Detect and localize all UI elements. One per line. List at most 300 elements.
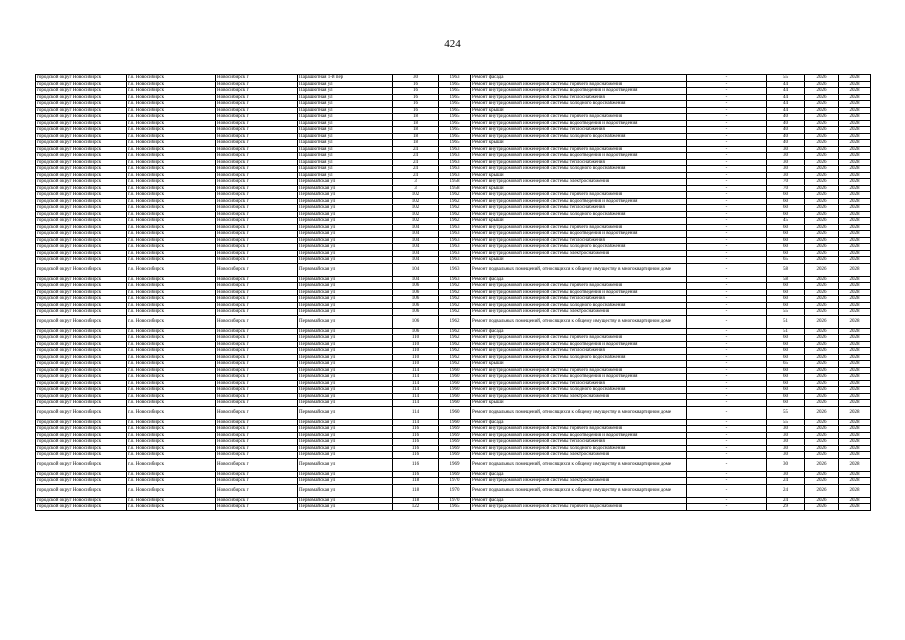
table-cell: 30: [767, 166, 805, 173]
table-cell: -: [687, 179, 767, 186]
table-cell: 114: [393, 400, 439, 407]
table-cell: 1969: [439, 432, 471, 439]
table-cell: 1963: [439, 250, 471, 257]
table-cell: Ремонт внутридомовой инженерной системы холодного водоснабжения: [471, 133, 687, 140]
table-cell: Первомайская ул: [298, 263, 393, 276]
table-cell: 1969: [439, 458, 471, 471]
table-cell: городской округ Новосибирск: [36, 341, 127, 348]
table-cell: -: [687, 354, 767, 361]
table-cell: Парашютная ул: [298, 146, 393, 153]
table-cell: г.о. Новосибирск: [127, 257, 216, 264]
table-cell: г.о. Новосибирск: [127, 172, 216, 179]
table-cell: 106: [393, 315, 439, 328]
table-cell: 2026: [805, 419, 839, 426]
table-cell: -: [687, 127, 767, 134]
table-cell: городской округ Новосибирск: [36, 198, 127, 205]
table-cell: 2026: [805, 75, 839, 82]
table-cell: Первомайская ул: [298, 192, 393, 199]
table-cell: 2028: [839, 283, 871, 290]
table-cell: 102: [393, 205, 439, 212]
table-cell: Ремонт подвальных помещений, относящихся к общему имуществу в многоквартирном доме: [471, 315, 687, 328]
table-cell: 60: [767, 348, 805, 355]
table-cell: Новосибирск г: [216, 380, 298, 387]
table-cell: городской округ Новосибирск: [36, 146, 127, 153]
table-cell: городской округ Новосибирск: [36, 484, 127, 497]
table-cell: -: [687, 205, 767, 212]
table-cell: 44: [767, 88, 805, 95]
table-cell: 2026: [805, 179, 839, 186]
table-cell: -: [687, 374, 767, 381]
table-cell: Парашютная ул: [298, 127, 393, 134]
table-cell: -: [687, 335, 767, 342]
table-cell: 2026: [805, 224, 839, 231]
table-cell: 2028: [839, 218, 871, 225]
table-cell: городской округ Новосибирск: [36, 179, 127, 186]
table-cell: городской округ Новосибирск: [36, 432, 127, 439]
table-cell: 2026: [805, 250, 839, 257]
table-cell: 1970: [439, 478, 471, 485]
table-cell: Новосибирск г: [216, 432, 298, 439]
table-cell: 114: [393, 419, 439, 426]
table-cell: г.о. Новосибирск: [127, 439, 216, 446]
table-cell: 2026: [805, 88, 839, 95]
table-row: [36, 315, 871, 328]
table-cell: 106: [393, 328, 439, 335]
table-cell: Ремонт крыши: [471, 361, 687, 368]
table-cell: 60: [767, 289, 805, 296]
table-cell: 30: [767, 146, 805, 153]
table-cell: г.о. Новосибирск: [127, 218, 216, 225]
table-cell: -: [687, 471, 767, 478]
table-cell: Ремонт внутридомовой инженерной системы электроснабжения: [471, 309, 687, 316]
table-cell: Новосибирск г: [216, 504, 298, 511]
table-cell: Ремонт фасада: [471, 497, 687, 504]
table-cell: 2026: [805, 276, 839, 283]
table-cell: 2026: [805, 237, 839, 244]
table-cell: г.о. Новосибирск: [127, 107, 216, 114]
table-cell: 2026: [805, 432, 839, 439]
table-cell: г.о. Новосибирск: [127, 250, 216, 257]
table-cell: городской округ Новосибирск: [36, 406, 127, 419]
table-cell: 40: [767, 114, 805, 121]
table-cell: 18: [393, 114, 439, 121]
table-cell: 1963: [439, 257, 471, 264]
table-cell: 60: [767, 205, 805, 212]
table-cell: Первомайская ул: [298, 452, 393, 459]
table-cell: Ремонт внутридомовой инженерной системы водоотведения и водоотведения: [471, 120, 687, 127]
table-cell: г.о. Новосибирск: [127, 426, 216, 433]
table-cell: Ремонт внутридомовой инженерной системы водоотведения и водоотведения: [471, 341, 687, 348]
table-cell: 104: [393, 250, 439, 257]
table-cell: 30: [767, 452, 805, 459]
table-cell: Первомайская ул: [298, 335, 393, 342]
table-cell: Ремонт внутридомовой инженерной системы электроснабжения: [471, 452, 687, 459]
table-cell: 2028: [839, 107, 871, 114]
table-cell: г.о. Новосибирск: [127, 94, 216, 101]
table-cell: Ремонт фасада: [471, 471, 687, 478]
table-cell: 30: [767, 458, 805, 471]
table-cell: городской округ Новосибирск: [36, 380, 127, 387]
table-cell: Новосибирск г: [216, 315, 298, 328]
table-cell: 30: [767, 172, 805, 179]
table-cell: 114: [393, 406, 439, 419]
table-cell: 1960: [439, 400, 471, 407]
table-cell: 1960: [439, 380, 471, 387]
table-cell: Первомайская ул: [298, 374, 393, 381]
table-cell: 2026: [805, 387, 839, 394]
table-cell: 104: [393, 237, 439, 244]
table-cell: Новосибирск г: [216, 452, 298, 459]
table-cell: Первомайская ул: [298, 315, 393, 328]
table-cell: г.о. Новосибирск: [127, 361, 216, 368]
table-cell: Ремонт крыши: [471, 172, 687, 179]
table-cell: 2028: [839, 172, 871, 179]
table-cell: Новосибирск г: [216, 497, 298, 504]
table-cell: 2028: [839, 445, 871, 452]
table-cell: городской округ Новосибирск: [36, 237, 127, 244]
table-cell: Новосибирск г: [216, 361, 298, 368]
table-cell: -: [687, 114, 767, 121]
table-cell: -: [687, 309, 767, 316]
table-cell: 60: [767, 296, 805, 303]
table-cell: 2026: [805, 283, 839, 290]
table-cell: 2028: [839, 315, 871, 328]
table-cell: городской округ Новосибирск: [36, 328, 127, 335]
table-cell: 65: [767, 361, 805, 368]
table-cell: 2028: [839, 81, 871, 88]
table-cell: 2026: [805, 406, 839, 419]
table-cell: 2028: [839, 341, 871, 348]
table-cell: Парашютная ул: [298, 153, 393, 160]
table-cell: 60: [767, 341, 805, 348]
table-cell: Ремонт внутридомовой инженерной системы теплоснабжения: [471, 439, 687, 446]
table-cell: 1962: [439, 302, 471, 309]
table-cell: 2028: [839, 426, 871, 433]
table-cell: городской округ Новосибирск: [36, 445, 127, 452]
table-cell: г.о. Новосибирск: [127, 348, 216, 355]
table-cell: 2028: [839, 101, 871, 108]
table-cell: 1962: [439, 354, 471, 361]
table-cell: Новосибирск г: [216, 445, 298, 452]
table-cell: 60: [767, 224, 805, 231]
table-cell: Новосибирск г: [216, 237, 298, 244]
table-cell: 2026: [805, 120, 839, 127]
table-cell: 24: [767, 478, 805, 485]
table-cell: -: [687, 146, 767, 153]
table-cell: 2028: [839, 179, 871, 186]
table-cell: Новосибирск г: [216, 133, 298, 140]
table-cell: Ремонт внутридомовой инженерной системы холодного водоснабжения: [471, 354, 687, 361]
table-cell: 60: [767, 192, 805, 199]
table-cell: г.о. Новосибирск: [127, 484, 216, 497]
table-cell: г.о. Новосибирск: [127, 367, 216, 374]
table-cell: Ремонт подвальных помещений, относящихся к общему имуществу в многоквартирном доме: [471, 484, 687, 497]
table-cell: 44: [767, 107, 805, 114]
table-cell: -: [687, 393, 767, 400]
table-cell: городской округ Новосибирск: [36, 257, 127, 264]
table-cell: 40: [767, 120, 805, 127]
table-cell: Новосибирск г: [216, 374, 298, 381]
table-cell: 114: [393, 393, 439, 400]
table-cell: 60: [767, 231, 805, 238]
table-cell: 60: [767, 400, 805, 407]
table-cell: г.о. Новосибирск: [127, 445, 216, 452]
table-cell: г.о. Новосибирск: [127, 432, 216, 439]
table-cell: Первомайская ул: [298, 458, 393, 471]
table-cell: Ремонт внутридомовой инженерной системы горячего водоснабжения: [471, 81, 687, 88]
table-cell: г.о. Новосибирск: [127, 114, 216, 121]
table-cell: Новосибирск г: [216, 367, 298, 374]
table-cell: городской округ Новосибирск: [36, 133, 127, 140]
table-cell: городской округ Новосибирск: [36, 393, 127, 400]
table-cell: -: [687, 432, 767, 439]
table-cell: 2028: [839, 276, 871, 283]
table-cell: Ремонт внутридомовой инженерной системы теплоснабжения: [471, 380, 687, 387]
table-cell: г.о. Новосибирск: [127, 185, 216, 192]
table-cell: 1962: [439, 328, 471, 335]
table-cell: Первомайская ул: [298, 250, 393, 257]
table-cell: Ремонт внутридомовой инженерной системы горячего водоснабжения: [471, 504, 687, 511]
table-cell: 2028: [839, 471, 871, 478]
table-cell: 2026: [805, 471, 839, 478]
table-cell: городской округ Новосибирск: [36, 88, 127, 95]
table-cell: Новосибирск г: [216, 179, 298, 186]
table-cell: городской округ Новосибирск: [36, 439, 127, 446]
table-cell: 18: [393, 120, 439, 127]
table-cell: Первомайская ул: [298, 354, 393, 361]
table-cell: городской округ Новосибирск: [36, 231, 127, 238]
table-cell: городской округ Новосибирск: [36, 101, 127, 108]
table-cell: Первомайская ул: [298, 367, 393, 374]
table-cell: 106: [393, 296, 439, 303]
table-cell: -: [687, 218, 767, 225]
table-cell: Новосибирск г: [216, 348, 298, 355]
table-cell: городской округ Новосибирск: [36, 400, 127, 407]
table-cell: Парашютная ул: [298, 94, 393, 101]
table-cell: 2026: [805, 192, 839, 199]
table-cell: Новосибирск г: [216, 387, 298, 394]
table-cell: 2028: [839, 133, 871, 140]
table-cell: 2026: [805, 367, 839, 374]
table-cell: -: [687, 328, 767, 335]
table-cell: -: [687, 185, 767, 192]
table-cell: 55: [767, 406, 805, 419]
table-cell: 2026: [805, 309, 839, 316]
table-cell: Новосибирск г: [216, 94, 298, 101]
table-cell: г.о. Новосибирск: [127, 276, 216, 283]
table-cell: 24: [393, 146, 439, 153]
table-cell: Первомайская ул: [298, 283, 393, 290]
table-cell: городской округ Новосибирск: [36, 452, 127, 459]
table-cell: Ремонт крыши: [471, 107, 687, 114]
table-cell: -: [687, 172, 767, 179]
table-row: [36, 263, 871, 276]
table-cell: Новосибирск г: [216, 257, 298, 264]
table-cell: 104: [393, 263, 439, 276]
table-cell: 2026: [805, 328, 839, 335]
table-cell: 116: [393, 439, 439, 446]
table-cell: 60: [767, 387, 805, 394]
table-cell: Ремонт внутридомовой инженерной системы теплоснабжения: [471, 296, 687, 303]
table-cell: 2026: [805, 153, 839, 160]
table-cell: Ремонт крыши: [471, 140, 687, 147]
table-cell: Новосибирск г: [216, 140, 298, 147]
table-cell: Первомайская ул: [298, 426, 393, 433]
table-cell: Новосибирск г: [216, 81, 298, 88]
table-cell: 1960: [439, 374, 471, 381]
table-cell: Первомайская ул: [298, 400, 393, 407]
table-cell: 2026: [805, 296, 839, 303]
table-cell: Ремонт внутридомовой инженерной системы холодного водоснабжения: [471, 244, 687, 251]
table-cell: городской округ Новосибирск: [36, 75, 127, 82]
table-cell: 1963: [439, 172, 471, 179]
table-cell: Первомайская ул: [298, 179, 393, 186]
table-cell: Новосибирск г: [216, 120, 298, 127]
table-cell: -: [687, 380, 767, 387]
table-cell: 44: [767, 101, 805, 108]
table-cell: 2028: [839, 406, 871, 419]
table-cell: г.о. Новосибирск: [127, 335, 216, 342]
table-cell: Ремонт внутридомовой инженерной системы горячего водоснабжения: [471, 114, 687, 121]
table-cell: г.о. Новосибирск: [127, 374, 216, 381]
table-cell: Ремонт внутридомовой инженерной системы горячего водоснабжения: [471, 192, 687, 199]
table-cell: г.о. Новосибирск: [127, 146, 216, 153]
table-cell: 2028: [839, 146, 871, 153]
table-cell: г.о. Новосибирск: [127, 231, 216, 238]
table-cell: 30: [767, 445, 805, 452]
table-cell: г.о. Новосибирск: [127, 120, 216, 127]
table-cell: Первомайская ул: [298, 205, 393, 212]
table-cell: 114: [393, 380, 439, 387]
table-cell: Новосибирск г: [216, 185, 298, 192]
table-cell: г.о. Новосибирск: [127, 75, 216, 82]
table-cell: г.о. Новосибирск: [127, 380, 216, 387]
table-cell: 2026: [805, 140, 839, 147]
table-cell: 2028: [839, 231, 871, 238]
table-cell: 2028: [839, 504, 871, 511]
table-cell: 2028: [839, 309, 871, 316]
table-cell: Ремонт внутридомовой инженерной системы электроснабжения: [471, 250, 687, 257]
table-cell: Ремонт внутридомовой инженерной системы горячего водоснабжения: [471, 426, 687, 433]
table-cell: 1965: [439, 94, 471, 101]
table-cell: Первомайская ул: [298, 387, 393, 394]
table-cell: Ремонт внутридомовой инженерной системы водоотведения и водоотведения: [471, 88, 687, 95]
table-cell: Первомайская ул: [298, 289, 393, 296]
table-cell: 1963: [439, 153, 471, 160]
table-cell: Новосибирск г: [216, 400, 298, 407]
table-cell: Новосибирск г: [216, 88, 298, 95]
table-cell: г.о. Новосибирск: [127, 452, 216, 459]
table-cell: 2026: [805, 478, 839, 485]
table-cell: 104: [393, 244, 439, 251]
table-cell: Ремонт крыши: [471, 400, 687, 407]
table-cell: Первомайская ул: [298, 432, 393, 439]
table-row: [36, 484, 871, 497]
table-cell: 16: [393, 81, 439, 88]
table-cell: 1960: [439, 387, 471, 394]
table-cell: городской округ Новосибирск: [36, 354, 127, 361]
table-cell: Новосибирск г: [216, 250, 298, 257]
table-cell: 24: [767, 484, 805, 497]
table-cell: 104: [393, 224, 439, 231]
table-cell: 2028: [839, 250, 871, 257]
table-cell: 2028: [839, 348, 871, 355]
table-cell: 60: [767, 198, 805, 205]
table-cell: 60: [767, 302, 805, 309]
table-cell: 116: [393, 458, 439, 471]
table-cell: 1958: [439, 185, 471, 192]
table-cell: Парашютная ул: [298, 172, 393, 179]
table-cell: 1963: [439, 237, 471, 244]
table-cell: 58: [767, 276, 805, 283]
table-cell: Новосибирск г: [216, 107, 298, 114]
table-cell: Парашютная ул: [298, 133, 393, 140]
table-cell: г.о. Новосибирск: [127, 309, 216, 316]
table-cell: 2028: [839, 484, 871, 497]
table-cell: 2026: [805, 374, 839, 381]
table-cell: -: [687, 231, 767, 238]
table-cell: 2028: [839, 452, 871, 459]
table-cell: 16: [393, 101, 439, 108]
table-cell: 2028: [839, 120, 871, 127]
table-cell: городской округ Новосибирск: [36, 192, 127, 199]
table-cell: Новосибирск г: [216, 75, 298, 82]
table-cell: 1965: [439, 140, 471, 147]
table-cell: 110: [393, 348, 439, 355]
table-cell: Новосибирск г: [216, 159, 298, 166]
table-cell: Ремонт внутридомовой инженерной системы холодного водоснабжения: [471, 445, 687, 452]
table-cell: -: [687, 244, 767, 251]
table-cell: 110: [393, 354, 439, 361]
table-cell: 2026: [805, 341, 839, 348]
table-cell: 2026: [805, 393, 839, 400]
table-cell: 24: [393, 159, 439, 166]
table-cell: Первомайская ул: [298, 341, 393, 348]
table-cell: Первомайская ул: [298, 296, 393, 303]
table-cell: 45: [767, 218, 805, 225]
table-cell: 1963: [439, 244, 471, 251]
table-cell: Парашютная ул: [298, 120, 393, 127]
table-cell: 1970: [439, 484, 471, 497]
table-cell: 1965: [439, 504, 471, 511]
table-cell: Ремонт внутридомовой инженерной системы теплоснабжения: [471, 205, 687, 212]
table-cell: городской округ Новосибирск: [36, 283, 127, 290]
table-cell: 1965: [439, 81, 471, 88]
table-cell: г.о. Новосибирск: [127, 198, 216, 205]
table-cell: 1963: [439, 146, 471, 153]
table-cell: 2028: [839, 432, 871, 439]
table-cell: г.о. Новосибирск: [127, 237, 216, 244]
table-cell: 2026: [805, 354, 839, 361]
table-cell: Ремонт внутридомовой инженерной системы холодного водоснабжения: [471, 211, 687, 218]
table-cell: 16: [393, 107, 439, 114]
table-cell: городской округ Новосибирск: [36, 296, 127, 303]
table-cell: г.о. Новосибирск: [127, 127, 216, 134]
table-cell: г.о. Новосибирск: [127, 400, 216, 407]
table-cell: городской округ Новосибирск: [36, 458, 127, 471]
table-cell: 16: [393, 94, 439, 101]
table-cell: 116: [393, 426, 439, 433]
table-cell: 1962: [439, 289, 471, 296]
table-cell: городской округ Новосибирск: [36, 276, 127, 283]
table-cell: 24: [393, 172, 439, 179]
repair-schedule-table: [35, 74, 871, 511]
table-cell: Новосибирск г: [216, 335, 298, 342]
table-cell: 2028: [839, 374, 871, 381]
table-cell: Ремонт подвальных помещений, относящихся к общему имуществу в многоквартирном доме: [471, 406, 687, 419]
table-cell: 55: [767, 75, 805, 82]
table-cell: -: [687, 88, 767, 95]
